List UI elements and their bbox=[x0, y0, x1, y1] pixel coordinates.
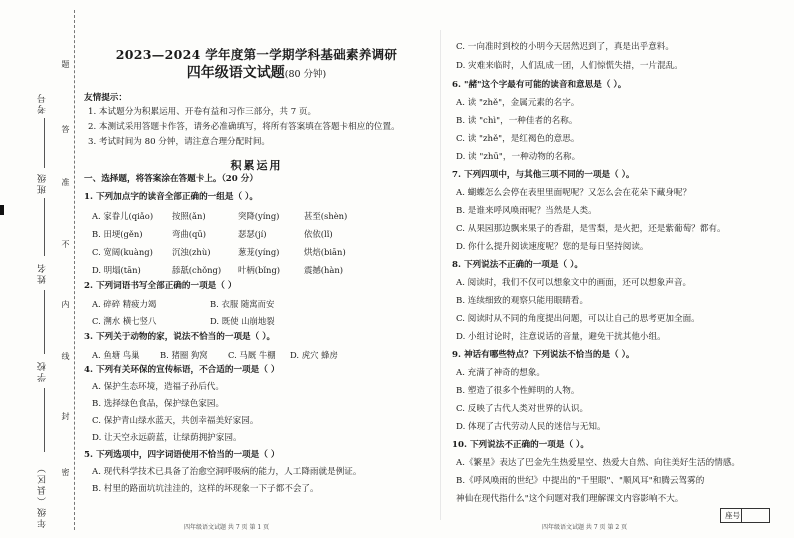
option: B. 猪圈 狗窝 bbox=[160, 350, 208, 360]
binding-mark: 准 bbox=[61, 178, 70, 186]
question-stem: 1. 下列加点字的读音全部正确的一组是（ ）。 bbox=[84, 192, 258, 202]
option-word: A. 家眷儿(qiǎo) bbox=[92, 211, 154, 221]
binding-mark: 题 bbox=[61, 60, 70, 68]
option: C. 溯水 横七竖八 bbox=[92, 316, 157, 326]
binding-mark: 线 bbox=[61, 352, 70, 360]
registration-mark bbox=[0, 205, 4, 215]
option: D. 小组讨论时，注意说话的音量，避免干扰其他小组。 bbox=[456, 332, 666, 342]
option: B. 连续细致的观察只能用眼睛看。 bbox=[456, 296, 589, 306]
option: A. 蝴蝶怎么会停在表里里面呢呢？又怎么会在花朵下藏身呢？ bbox=[456, 188, 692, 198]
option-word: 烘焙(biān) bbox=[304, 247, 346, 257]
page-footer: 四年级语文试题 共 7 页 第 1 页 bbox=[184, 524, 270, 531]
tip-item: 3. 考试时间为 80 分钟，请注意合理分配时间。 bbox=[88, 137, 271, 147]
option: C. 马厩 牛棚 bbox=[228, 350, 276, 360]
binding-label-school: 学校 bbox=[38, 360, 48, 382]
option: D. 读 "zhū"，一种动物的名称。 bbox=[456, 152, 581, 162]
binding-mark: 密 bbox=[61, 468, 70, 476]
binding-label-county: 年级（县区） bbox=[38, 462, 48, 528]
question-stem: 5. 下列选项中，四字词语使用不恰当的一项是（ ） bbox=[84, 450, 280, 460]
option: D. 虎穴 蜂房 bbox=[290, 350, 338, 360]
binding-underline bbox=[44, 388, 45, 452]
option-word: 沉浊(zhù) bbox=[172, 247, 211, 257]
option: C. 保护青山绿水蓝天，共创幸福美好家园。 bbox=[92, 416, 259, 426]
page-divider bbox=[440, 30, 441, 520]
question-stem: 8. 下列说法不正确的一项是（ ）。 bbox=[452, 260, 583, 270]
option-word: C. 宽阔(kuàng) bbox=[92, 247, 153, 257]
option-row bbox=[92, 298, 274, 310]
question-stem: 3. 下列关于动物的家，说法不恰当的一项是（ ）。 bbox=[84, 332, 276, 342]
option: D. 既使 山崩地裂 bbox=[210, 316, 275, 326]
option: A.《繁星》表达了巴金先生热爱星空、热爱大自然、向往美好生活的情感。 bbox=[456, 458, 740, 468]
option: B. 衣服 随寓而安 bbox=[210, 299, 275, 309]
exam-subtitle bbox=[84, 62, 429, 82]
question-stem: 6. "赭"这个字最有可能的读音和意思是（ ）。 bbox=[452, 80, 627, 90]
option-word: 葱茏(yíng) bbox=[238, 247, 280, 257]
question-stem: 7. 下列四项中，与其他三项不同的一项是（ ）。 bbox=[452, 170, 635, 180]
option: A. 阅读时，我们不仅可以想象文中的画面，还可以想象声音。 bbox=[456, 278, 692, 288]
option: A. 鱼塘 鸟巢 bbox=[92, 350, 140, 360]
option-word: 按照(ǎn) bbox=[172, 211, 206, 221]
question-stem: 2. 下列词语书写全部正确的一项是（ ） bbox=[84, 281, 237, 291]
option: B. 塑造了很多个性鲜明的人物。 bbox=[456, 386, 580, 396]
option: D. 你什么提升阅读速度呢？您的是每日坚持阅读。 bbox=[456, 242, 649, 252]
part-heading: 一、选择题，将答案涂在答题卡上。（20 分） bbox=[84, 174, 258, 184]
option: D. 让天空永远蔚蓝，让绿荫拥护家园。 bbox=[92, 433, 242, 443]
option: C. 读 "zhě"，是红褐色的意思。 bbox=[456, 134, 580, 144]
binding-underline bbox=[44, 118, 45, 168]
option-row bbox=[92, 246, 346, 258]
option-row bbox=[92, 349, 338, 361]
option: B. 村里的路面坑坑洼洼的，这样的坏现象一下子都不会了。 bbox=[92, 484, 319, 494]
tip-item: 2. 本测试采用答题卡作答，请务必准确填写，将所有答案填在答题卡相应的位置。 bbox=[88, 122, 400, 132]
option-word: D. 明塌(tān) bbox=[92, 265, 141, 275]
option: C. 反映了古代人类对世界的认识。 bbox=[456, 404, 589, 414]
exam-title: 2023—2024 学年度第一学期学科基础素养调研 bbox=[115, 47, 398, 62]
question-stem: 10. 下列说法不正确的一项是（ ）。 bbox=[452, 440, 589, 450]
binding-label-exam-number: 考号 bbox=[38, 92, 48, 114]
binding-mark: 不 bbox=[61, 240, 70, 248]
option-word: 弯曲(qū) bbox=[172, 229, 207, 239]
binding-mark: 答 bbox=[61, 125, 70, 133]
question-stem: 9. 神话有哪些特点？下列说法不恰当的是（ ）。 bbox=[452, 350, 635, 360]
option-word: 突降(yíng) bbox=[238, 211, 280, 221]
binding-mark: 封 bbox=[61, 412, 70, 420]
seat-number-label: 座号 bbox=[725, 511, 740, 520]
option: C. 阅读时从不同的角度提出问题，可以让自己的思考更加全面。 bbox=[456, 314, 700, 324]
question-stem: 4. 下列有关环保的宣传标语，不合适的一项是（ ） bbox=[84, 365, 280, 375]
option: A. 现代科学技术已具备了治愈空洞呼吸病的能力，人工降雨就是例证。 bbox=[92, 467, 362, 477]
option-word: 叶柄(bǐng) bbox=[238, 265, 281, 275]
option-word: 甚至(shèn) bbox=[304, 211, 348, 221]
option: B.《呼风唤雨的世纪》中提出的"千里眼"、"顺风耳"和腾云驾雾的 bbox=[456, 476, 705, 486]
option: A. 保护生态环境，造福子孙后代。 bbox=[92, 382, 224, 392]
binding-margin bbox=[0, 0, 82, 538]
binding-label-name: 姓名 bbox=[38, 262, 48, 284]
tips-heading: 友情提示： bbox=[84, 93, 127, 103]
option: B. 是谁来呼风唤雨呢？当然是人类。 bbox=[456, 206, 597, 216]
option: B. 读 "chì"，一种佳者的名称。 bbox=[456, 116, 578, 126]
seat-box-divider bbox=[741, 509, 742, 522]
option: D. 体现了古代劳动人民的迷信与无知。 bbox=[456, 422, 606, 432]
option: A. 充满了神奇的想象。 bbox=[456, 368, 546, 378]
section-title: 积累运用 bbox=[230, 159, 283, 172]
option: 神仙在现代指什么"这个问题对我们理解课文内容影响不大。 bbox=[456, 494, 684, 504]
option: A. 读 "zhě"，金属元素的名字。 bbox=[456, 98, 580, 108]
option-row bbox=[92, 264, 343, 276]
option-word: B. 田埂(gěn) bbox=[92, 229, 143, 239]
cut-line bbox=[74, 10, 75, 530]
seat-number-box[interactable] bbox=[720, 508, 770, 523]
tip-item: 1. 本试题分为积累运用、开卷有益和习作三部分，共 7 页。 bbox=[88, 107, 317, 117]
binding-label-class: 班级 bbox=[38, 172, 48, 194]
option-word: 舔舐(chǒng) bbox=[172, 265, 222, 275]
option: C. 一向准时到校的小明今天居然迟到了，真是出乎意料。 bbox=[456, 42, 674, 52]
option-word: 瑟瑟(jí) bbox=[238, 229, 267, 239]
option-word: 震撼(hàn) bbox=[304, 265, 344, 275]
page-footer: 四年级语文试题 共 7 页 第 2 页 bbox=[542, 524, 628, 531]
option-row bbox=[92, 228, 333, 240]
option-word: 依依(lǐ) bbox=[304, 229, 333, 239]
binding-mark: 内 bbox=[61, 300, 70, 308]
exam-subject: 四年级语文试题 bbox=[186, 65, 285, 81]
option: B. 选择绿色食品，保护绿色家园。 bbox=[92, 399, 225, 409]
exam-duration: (80 分钟) bbox=[284, 69, 327, 80]
binding-underline bbox=[44, 198, 45, 256]
option-row bbox=[92, 210, 347, 222]
option: C. 从果园那边飘来果子的香甜，是雪梨，是火把，还是紫葡萄？都有。 bbox=[456, 224, 726, 234]
option: A. 碎碎 精疲力竭 bbox=[92, 299, 157, 309]
option: D. 灾难来临时，人们乱成一团，人们惊慌失措，一片混乱。 bbox=[456, 61, 683, 71]
binding-underline bbox=[44, 290, 45, 354]
option-row bbox=[92, 315, 275, 327]
